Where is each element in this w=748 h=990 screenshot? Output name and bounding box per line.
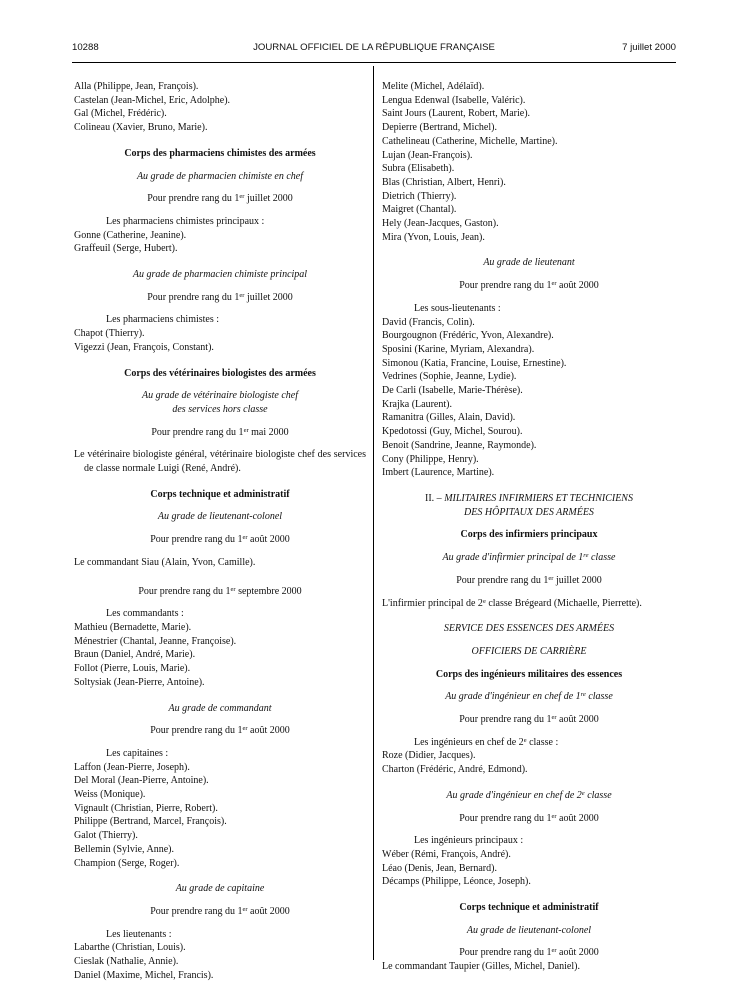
nomination-text: Le commandant Siau (Alain, Yvon, Camille).	[74, 556, 256, 568]
list-item: Cony (Philippe, Henry).	[382, 453, 479, 465]
list-item: Chapot (Thierry).	[74, 328, 145, 340]
rank-date: Pour prendre rang du 1er mai 2000	[151, 426, 289, 438]
rank-date: Pour prendre rang du 1er septembre 2000	[138, 585, 302, 597]
list-item: Weiss (Monique).	[74, 789, 146, 801]
list-item: Décamps (Philippe, Léonce, Joseph).	[382, 876, 531, 888]
list-item: Lujan (Jean-François).	[382, 149, 473, 161]
nomination-text: Le vétérinaire biologiste général, vétérinaire biologiste chef des services de classe normale Luigi (René, André).	[74, 449, 366, 475]
list-intro: Les pharmaciens chimistes principaux :	[106, 215, 265, 227]
list-item: Subra (Elisabeth).	[382, 163, 455, 175]
nomination-text: L'infirmier principal de 2e classe Brégeard (Michaelle, Pierrette).	[382, 597, 642, 609]
list-item: Léao (Denis, Jean, Bernard).	[382, 862, 497, 874]
list-item: Wéber (Rémi, François, André).	[382, 848, 511, 860]
list-item: Mira (Yvon, Louis, Jean).	[382, 231, 485, 243]
list-item: Vignault (Christian, Pierre, Robert).	[74, 802, 218, 814]
list-item: Philippe (Bertrand, Marcel, François).	[74, 816, 227, 828]
list-item: Imbert (Laurence, Martine).	[382, 467, 495, 479]
rank-date: Pour prendre rang du 1er août 2000	[150, 725, 290, 737]
list-item: Soltysiak (Jean-Pierre, Antoine).	[74, 676, 205, 688]
list-item: Cathelineau (Catherine, Michelle, Martine).	[382, 135, 558, 147]
list-item: Colineau (Xavier, Bruno, Marie).	[74, 122, 208, 134]
service-title: SERVICE DES ESSENCES DES ARMÉES	[443, 623, 615, 635]
section-title: Corps des vétérinaires biologistes des armées	[124, 367, 316, 379]
list-item: Blas (Christian, Albert, Henri).	[382, 176, 506, 188]
rank-date: Pour prendre rang du 1er août 2000	[459, 280, 599, 292]
list-item: Lengua Edenwal (Isabelle, Valéric).	[382, 94, 526, 106]
list-intro: Les ingénieurs en chef de 2e classe :	[414, 736, 559, 748]
grade-heading: Au grade de lieutenant	[483, 257, 575, 269]
list-item: Bourgougnon (Frédéric, Yvon, Alexandre).	[382, 330, 554, 342]
grade-heading: des services hors classe	[172, 403, 268, 415]
rank-date: Pour prendre rang du 1er août 2000	[150, 905, 290, 917]
grade-heading: Au grade d'ingénieur en chef de 2e classe	[446, 789, 612, 801]
grade-heading: Au grade d'infirmier principal de 1re classe	[442, 552, 616, 564]
list-item: Simonou (Katia, Francine, Louise, Ernestine).	[382, 357, 567, 369]
list-item: Kpedotossi (Guy, Michel, Sourou).	[382, 426, 523, 438]
rank-date: Pour prendre rang du 1er août 2000	[459, 714, 599, 726]
nomination-text: Le commandant Taupier (Gilles, Michel, Daniel).	[382, 961, 580, 973]
section-title: Corps technique et administratif	[459, 902, 599, 914]
grade-heading: Au grade de commandant	[168, 702, 272, 714]
list-item: Graffeuil (Serge, Hubert).	[74, 243, 178, 255]
section-title: Corps des pharmaciens chimistes des armées	[124, 147, 316, 159]
list-item: Del Moral (Jean-Pierre, Antoine).	[74, 775, 209, 787]
grade-heading: Au grade de capitaine	[175, 883, 265, 895]
name-list	[74, 80, 366, 135]
list-intro: Les commandants :	[106, 608, 184, 620]
list-item: Hely (Jean-Jacques, Gaston).	[382, 218, 499, 230]
grade-heading: Au grade d'ingénieur en chef de 1re classe	[445, 691, 613, 703]
rank-date: Pour prendre rang du 1er juillet 2000	[147, 291, 293, 303]
journal-title: JOURNAL OFFICIEL DE LA RÉPUBLIQUE FRANÇAISE	[253, 42, 495, 53]
list-intro: Les ingénieurs principaux :	[414, 835, 524, 847]
rank-date: Pour prendre rang du 1er août 2000	[459, 812, 599, 824]
list-item: Melite (Michel, Adélaïd).	[382, 81, 485, 92]
grade-heading: Au grade de pharmacien chimiste en chef	[136, 170, 304, 182]
list-item: Vigezzi (Jean, François, Constant).	[74, 341, 214, 353]
list-item: Daniel (Maxime, Michel, Francis).	[74, 969, 214, 981]
part-heading: DES HÔPITAUX DES ARMÉES	[464, 506, 594, 518]
list-item: Charton (Frédéric, André, Edmond).	[382, 764, 528, 776]
section-title: Corps des infirmiers principaux	[460, 529, 598, 541]
header-rule	[72, 62, 676, 63]
list-intro: Les pharmaciens chimistes :	[106, 314, 220, 326]
list-intro: Les lieutenants :	[106, 928, 172, 940]
list-item: Laffon (Jean-Pierre, Joseph).	[74, 761, 190, 773]
list-intro: Les sous-lieutenants :	[414, 302, 501, 314]
list-item: David (Francis, Colin).	[382, 316, 475, 328]
list-item: Follot (Pierre, Louis, Marie).	[74, 663, 191, 675]
column-divider	[373, 66, 374, 960]
list-item: Dietrich (Thierry).	[382, 190, 457, 202]
grade-heading: Au grade de vétérinaire biologiste chef	[142, 390, 298, 402]
page-number: 10288	[72, 42, 99, 53]
list-item: Sposini (Karine, Myriam, Alexandra).	[382, 343, 535, 355]
list-item: Benoit (Sandrine, Jeanne, Raymonde).	[382, 439, 537, 451]
list-item: Champion (Serge, Roger).	[74, 857, 180, 869]
list-item: Ramanitra (Gilles, Alain, David).	[382, 412, 516, 424]
section-title: Corps technique et administratif	[150, 488, 290, 500]
rank-date: Pour prendre rang du 1er août 2000	[150, 534, 290, 546]
page-header	[72, 42, 676, 58]
list-item: De Carli (Isabelle, Marie-Thérèse).	[382, 385, 523, 397]
list-item: Maigret (Chantal).	[382, 204, 457, 216]
list-item: Krajka (Laurent).	[382, 398, 452, 410]
list-item: Cieslak (Nathalie, Annie).	[74, 956, 179, 968]
rank-date: Pour prendre rang du 1er juillet 2000	[456, 574, 602, 586]
list-item: Bellemin (Sylvie, Anne).	[74, 843, 174, 855]
list-item: Galot (Thierry).	[74, 830, 138, 842]
list-item: Gal (Michel, Frédéric).	[74, 108, 167, 120]
section-title: Corps des ingénieurs militaires des essences	[435, 668, 623, 680]
right-column	[382, 80, 676, 974]
list-item: Labarthe (Christian, Louis).	[74, 942, 186, 954]
list-intro: Les capitaines :	[106, 747, 169, 759]
list-item: Gonne (Catherine, Jeanine).	[74, 229, 187, 241]
list-item: Braun (Daniel, André, Marie).	[74, 649, 196, 661]
list-item: Saint Jours (Laurent, Robert, Marie).	[382, 108, 531, 120]
issue-date: 7 juillet 2000	[622, 42, 676, 53]
grade-heading: Au grade de lieutenant-colonel	[466, 924, 592, 936]
grade-heading: Au grade de pharmacien chimiste principal	[132, 269, 308, 281]
list-item: Mathieu (Bernadette, Marie).	[74, 621, 192, 633]
list-item: Depierre (Bertrand, Michel).	[382, 122, 497, 134]
rank-date: Pour prendre rang du 1er juillet 2000	[147, 193, 293, 205]
grade-heading: Au grade de lieutenant-colonel	[157, 511, 283, 523]
list-item: Alla (Philippe, Jean, François).	[74, 81, 199, 92]
part-heading: II. – MILITAIRES INFIRMIERS ET TECHNICIENS	[425, 492, 633, 504]
list-item: Ménestrier (Chantal, Jeanne, Françoise).	[74, 635, 237, 647]
list-item: Castelan (Jean-Michel, Eric, Adolphe).	[74, 94, 231, 106]
list-item: Roze (Didier, Jacques).	[382, 750, 476, 762]
rank-date: Pour prendre rang du 1er août 2000	[459, 947, 599, 959]
left-column	[74, 80, 366, 982]
list-item: Vedrines (Sophie, Jeanne, Lydie).	[382, 371, 517, 383]
service-subtitle: OFFICIERS DE CARRIÈRE	[471, 645, 587, 657]
